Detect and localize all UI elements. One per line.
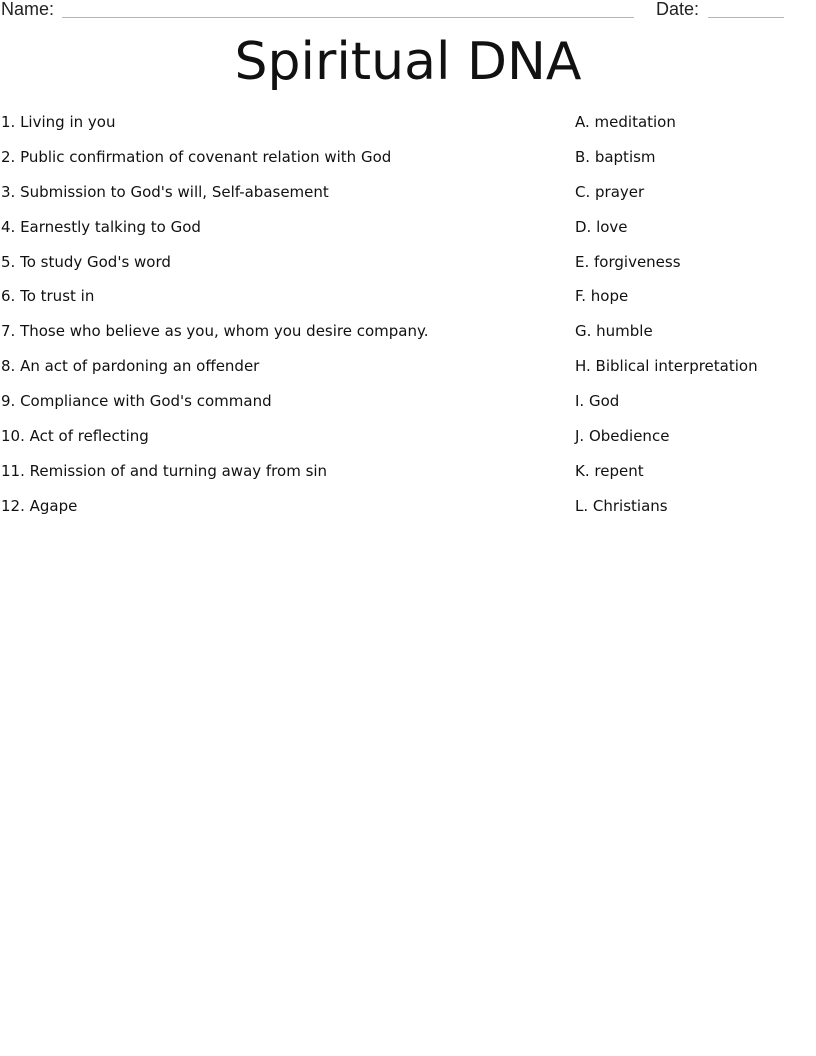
answer-item: D. love — [575, 217, 628, 236]
clue-item: 4. Earnestly talking to God — [1, 217, 201, 236]
clue-list — [1, 111, 561, 530]
date-blank-line — [708, 17, 784, 18]
clue-item: 3. Submission to God's will, Self-abasement — [1, 182, 329, 201]
clue-item: 6. To trust in — [1, 287, 95, 306]
clue-item: 2. Public confirmation of covenant relation with God — [1, 147, 392, 166]
answer-item: G. humble — [575, 322, 653, 341]
answer-item: K. repent — [575, 461, 644, 480]
clue-item: 12. Agape — [1, 496, 78, 515]
clue-item: 8. An act of pardoning an offender — [1, 357, 260, 376]
answer-item: J. Obedience — [575, 427, 670, 446]
answer-list — [575, 111, 815, 530]
clue-item: 5. To study God's word — [1, 252, 171, 271]
answer-item: I. God — [575, 392, 620, 411]
clue-item: 11. Remission of and turning away from sin — [1, 461, 328, 480]
answer-item: B. baptism — [575, 147, 656, 166]
answer-item: A. meditation — [575, 113, 676, 131]
answer-item: E. forgiveness — [575, 252, 681, 271]
answer-item: H. Biblical interpretation — [575, 357, 758, 376]
clue-item: 10. Act of reflecting — [1, 427, 149, 446]
clue-item: 9. Compliance with God's command — [1, 392, 272, 411]
name-blank-line — [62, 17, 634, 18]
name-label: Name: — [1, 0, 55, 19]
date-label: Date: — [656, 0, 700, 19]
answer-item: F. hope — [575, 287, 629, 306]
answer-item: C. prayer — [575, 182, 645, 201]
worksheet-title: Spiritual DNA — [234, 32, 582, 92]
clue-item: 7. Those who believe as you, whom you desire company. — [1, 322, 429, 341]
clue-item: 1. Living in you — [1, 113, 116, 131]
worksheet-header — [0, 0, 816, 24]
answer-item: L. Christians — [575, 496, 668, 515]
